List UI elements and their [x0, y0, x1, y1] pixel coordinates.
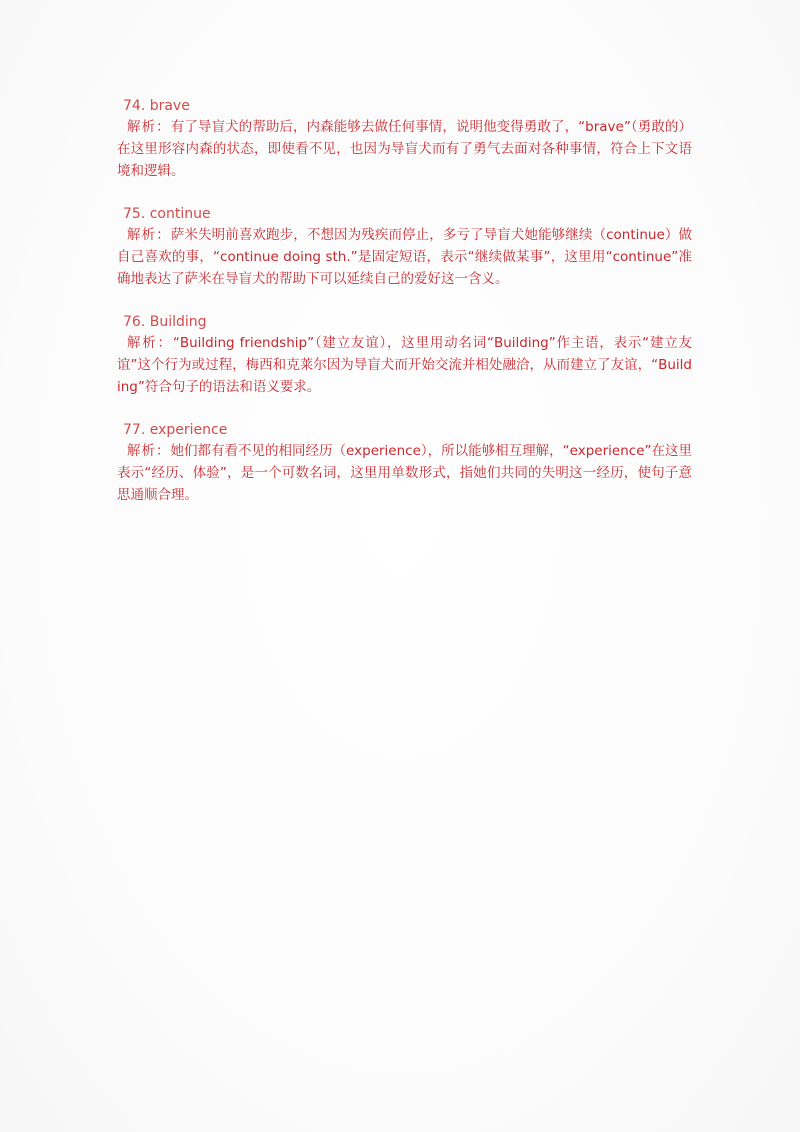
entry-75	[117, 205, 692, 290]
entry-heading: 77. experience	[123, 422, 228, 438]
entry-74	[117, 97, 692, 182]
explanation-text: 萨米失明前喜欢跑步，不想因为残疾而停止，多亏了导盲犬她能够继续（continue）做自己喜欢的事，“continue doing sth.”是固定短语，表示“继续做某事”，这里用“continue”准确地表达了萨米在导盲犬的帮助下可以延续自己的爱好这一含义。	[117, 227, 693, 287]
entry-explanation	[117, 116, 692, 182]
explanation-label: 解析：	[127, 119, 171, 135]
answer-explanations	[117, 97, 692, 529]
entry-77	[117, 421, 692, 506]
entry-explanation	[117, 224, 692, 290]
entry-76	[117, 313, 692, 398]
explanation-label: 解析：	[127, 335, 173, 351]
explanation-text: “Building friendship”（建立友谊），这里用动名词“Building”作主语，表示“建立友谊”这个行为或过程，梅西和克莱尔因为导盲犬而开始交流并相处融洽，从而建立了友谊，“Building”符合句子的语法和语义要求。	[117, 335, 693, 395]
entry-heading: 75. continue	[123, 206, 211, 222]
explanation-text: 有了导盲犬的帮助后，内森能够去做任何事情，说明他变得勇敢了，“brave”（勇敢的）在这里形容内森的状态，即使看不见，也因为导盲犬而有了勇气去面对各种事情，符合上下文语境和逻辑。	[117, 119, 692, 179]
entry-explanation	[117, 440, 692, 506]
entry-explanation	[117, 332, 692, 398]
entry-heading: 74. brave	[123, 98, 190, 114]
entry-heading: 76. Building	[123, 314, 207, 330]
explanation-label: 解析：	[127, 443, 171, 459]
explanation-text: 她们都有看不见的相同经历（experience），所以能够相互理解，“experience”在这里表示“经历、体验”，是一个可数名词，这里用单数形式，指她们共同的失明这一经历，使句子意思通顺合理。	[117, 443, 692, 503]
explanation-label: 解析：	[127, 227, 171, 243]
